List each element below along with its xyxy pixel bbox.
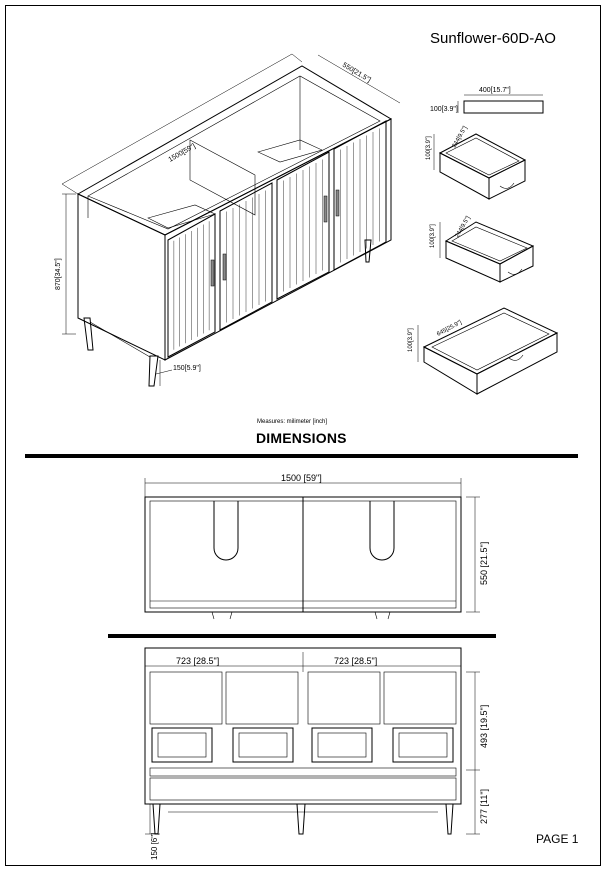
front-lower-height-label: 277 [11"] xyxy=(479,788,489,824)
measures-note: Measures: milimeter [inch] xyxy=(257,419,328,425)
top-depth-label: 550 [21.5"] xyxy=(479,541,489,585)
iso-left-side xyxy=(78,194,165,360)
iso-depth-label: 550[21.5"] xyxy=(340,61,372,85)
drawer-height-label: 100[3.9"] xyxy=(430,106,458,113)
iso-cabinet xyxy=(55,54,400,386)
front-legs xyxy=(153,804,453,834)
page-number: PAGE 1 xyxy=(536,832,579,846)
front-right-bay-label: 723 [28.5"] xyxy=(334,656,378,666)
front-left-bay-label: 723 [28.5"] xyxy=(176,656,220,666)
drawer-front-elevation xyxy=(464,101,543,113)
model-title: Sunflower-60D-AO xyxy=(430,30,556,47)
iso-partition xyxy=(190,140,255,215)
top-view xyxy=(145,473,489,619)
drawer-4-depth-label: 645[25.9"] xyxy=(436,319,463,338)
front-view xyxy=(145,648,489,860)
drawer-2-front xyxy=(489,160,525,199)
front-drawers xyxy=(152,728,453,762)
iso-top-outline xyxy=(78,66,391,235)
drawer-4-front xyxy=(477,333,557,394)
drawer-details xyxy=(408,87,557,394)
iso-legs xyxy=(84,240,371,386)
drawer-width-label: 400[15.7"] xyxy=(479,87,511,94)
front-leg-label: 150 [6"] xyxy=(150,832,159,860)
drawer-2-height-label: 100[3.9"] xyxy=(426,136,432,160)
iso-height-label: 870[34.5"] xyxy=(55,258,62,290)
iso-handle xyxy=(211,260,214,286)
iso-front-face xyxy=(165,119,391,360)
top-width-label: 1500 [59"] xyxy=(281,473,322,483)
iso-handle xyxy=(336,190,339,216)
section-divider xyxy=(108,634,496,638)
front-upper-height-label: 493 [19.5"] xyxy=(479,704,489,748)
drawer-2-depth-label: 244[9.5"] xyxy=(451,125,469,149)
section-divider xyxy=(25,454,578,458)
drawer-3-height-label: 100[3.9"] xyxy=(430,224,436,248)
iso-width-label: 1500[59"] xyxy=(167,142,197,164)
drawer-3-front xyxy=(500,246,533,282)
iso-handle xyxy=(223,254,226,280)
dimensions-heading: DIMENSIONS xyxy=(256,430,347,446)
drawer-4-height-label: 100[3.9"] xyxy=(408,328,414,352)
drawer-3-depth-label: 244[9.5"] xyxy=(454,215,472,239)
sink-drain-left xyxy=(214,501,238,560)
iso-leg-label: 150[5.9"] xyxy=(173,365,201,372)
drawer-4-top xyxy=(424,308,557,374)
sink-drain-right xyxy=(370,501,394,560)
iso-handle xyxy=(324,196,327,222)
